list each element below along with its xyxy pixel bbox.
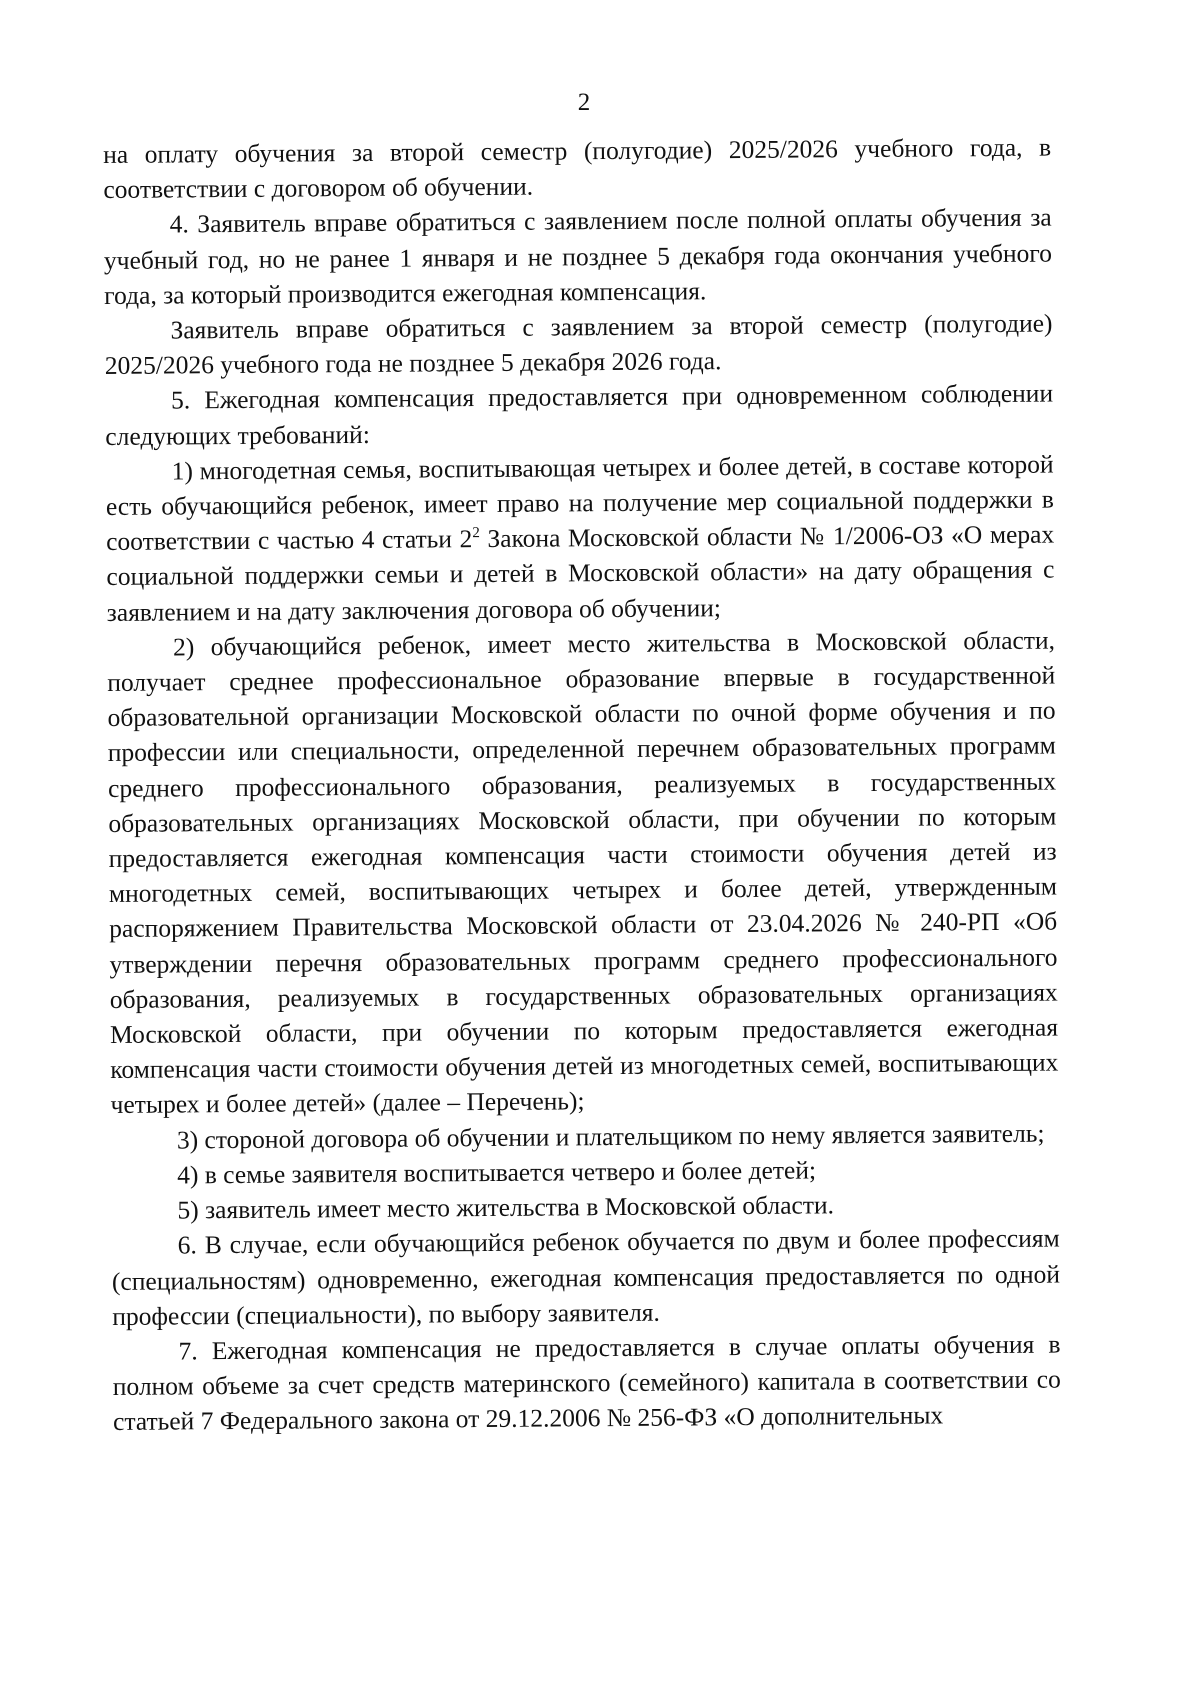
document-body: [103, 130, 1061, 1440]
article-superscript: 2: [472, 525, 480, 542]
paragraph-requirement-1: [105, 446, 1054, 629]
paragraph-item-4-deadline: Заявитель вправе обратиться с заявлением за второй семестр (полугодие) 2025/2026 учебного года не позднее 5 декабря 2026 года.: [104, 308, 1053, 381]
paragraph-requirement-3: 3) стороной договора об обучении и плательщиком по нему является заявитель;: [176, 1118, 1045, 1155]
paragraph-requirement-2: 2) обучающийся ребенок, имеет место жительства в Московской области, получает среднее профессиональное образование впервые в государственной образовательной организации Московской области по очной форме обучения и по профессии или специальности, определенной перечнем образовательных программ среднего профессионального образования, реализуемых в государственных образовательных организациях Московской области, при обучении по которым предоставляется ежегодная компенсация части стоимости обучения детей из многодетных семей, воспитывающих четырех и более детей, утвержденным распоряжением Правительства Московской области от 23.04.2026 № 240-РП «Об утверждении перечня образовательных программ среднего профессионального образования, реализуемых в государственных образовательных организациях Московской области, при обучении по которым предоставляется ежегодная компенсация части стоимости обучения детей из многодетных семей, воспитывающих четырех и более детей» (далее – Перечень);: [107, 625, 1059, 1120]
paragraph-requirement-4: 4) в семье заявителя воспитывается четверо и более детей;: [177, 1155, 817, 1190]
paragraph-item-4: 4. Заявитель вправе обратиться с заявлением после полной оплаты обучения за учебный год, но не ранее 1 января и не позднее 5 декабря года окончания учебного года, за который производится ежегодная компенсация.: [103, 202, 1053, 310]
paragraph-requirement-5: 5) заявитель имеет место жительства в Московской области.: [177, 1190, 835, 1225]
paragraph-item-5: 5. Ежегодная компенсация предоставляется при одновременном соблюдении следующих требований:: [105, 378, 1054, 451]
requirement-1-text-start: 1) многодетная семья, воспитывающая четырех и более детей, в составе которой есть обучающийся ребенок, имеет право на получение мер социальной поддержки в соответствии с частью 4 статьи 2: [105, 449, 1054, 557]
paragraph-item-6: 6. В случае, если обучающийся ребенок обучается по двум и более профессиям (специальностям) одновременно, ежегодная компенсация предоставляется по одной профессии (специальности), по выбору заявителя.: [111, 1223, 1061, 1331]
requirement-1-text-end: Закона Московской области № 1/2006-ОЗ «О мерах социальной поддержки семьи и детей в Московской области» на дату обращения с заявлением и на дату заключения договора об обучении;: [106, 519, 1055, 627]
paragraph-continuation: на оплату обучения за второй семестр (полугодие) 2025/2026 учебного года, в соответствии с договором об обучении.: [103, 132, 1052, 205]
page-number: 2: [577, 89, 591, 116]
paragraph-item-7: 7. Ежегодная компенсация не предоставляется в случае оплаты обучения в полном объеме за счет средств материнского (семейного) капитала в соответствии со статьей 7 Федерального закона от 29.12.2006 № 256-ФЗ «О дополнительных: [112, 1329, 1061, 1437]
